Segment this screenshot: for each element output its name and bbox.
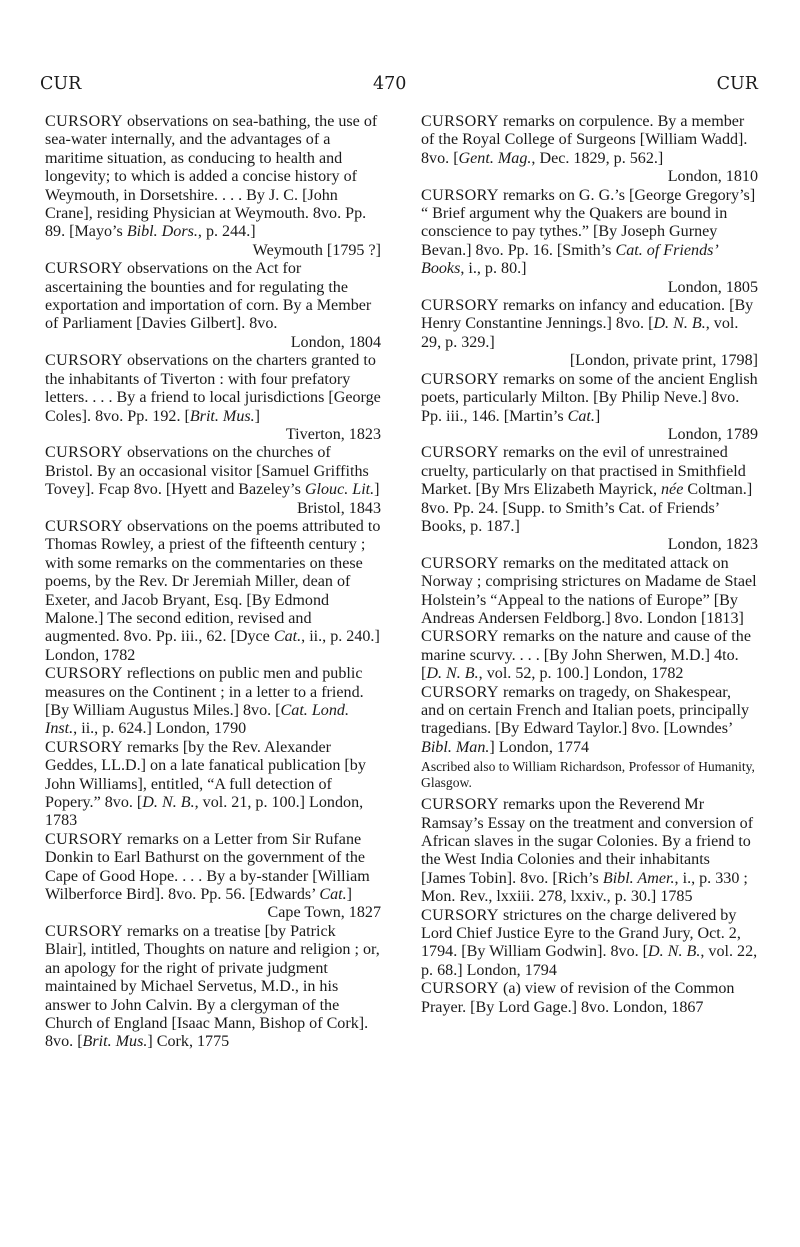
entry-imprint: London, 1789 — [667, 425, 758, 443]
entry-headword: CURSORY — [45, 260, 123, 278]
entry-imprint: London, 1810 — [667, 168, 758, 186]
entry-headword: CURSORY — [421, 980, 499, 998]
entry-reference: Cat. — [319, 886, 347, 904]
entry-text-tail: , p. 244.] — [197, 223, 256, 241]
entry-headword: CURSORY — [45, 517, 123, 535]
entry-imprint: Bristol, 1843 — [296, 499, 381, 517]
right-column — [421, 113, 758, 1017]
entry-text-tail: , vol. 52, p. 100.] London, 1782 — [478, 665, 684, 683]
entry-headword: CURSORY — [421, 186, 499, 204]
entry-headword: CURSORY — [45, 113, 123, 130]
entry-text: observations on sea-bathing, the use of sea-water internally, and the advantages of a maritime situation, as conducing to health and longevity; to which is added a concise history of Weymouth, in Dorsetshire. . . . By J. C. [John Crane], residing Physician at Weymouth. 8vo. Pp. 89. [Mayo’s — [45, 113, 378, 241]
entry-text: remarks on tragedy, on Shakespear, and on certain French and Italian poets, principally tragedians. [By Edward Taylor.] 8vo. [Lowndes’ — [421, 683, 750, 738]
entry-reference: Brit. Mus. — [82, 1033, 148, 1051]
catalog-entry — [421, 444, 758, 554]
entry-text-tail: ] — [346, 886, 353, 904]
entry-reference: Gent. Mag. — [458, 149, 532, 167]
entry-reference: née — [661, 481, 684, 499]
entry-imprint: [London, private print, 1798] — [569, 352, 758, 370]
entry-headword: CURSORY — [421, 683, 499, 701]
entry-headword: CURSORY — [421, 554, 499, 572]
entry-reference: D. N. B. — [648, 943, 701, 961]
entry-headword: CURSORY — [421, 444, 499, 462]
catalog-entry — [45, 518, 381, 665]
entry-text: remarks on the meditated attack on Norway ; comprising strictures on Madame de Stael Holstein’s “Appeal to the nations of Europe” [By Andreas Andersen Feldborg.] 8vo. London [1813] — [421, 554, 757, 627]
entry-headword: CURSORY — [421, 906, 499, 924]
catalog-entry — [421, 628, 758, 683]
catalog-entry — [45, 739, 381, 831]
catalog-entry — [45, 444, 381, 518]
entry-headword: CURSORY — [421, 297, 499, 315]
entry-headword: CURSORY — [45, 444, 123, 462]
entry-text-tail: , vol. 29, p. 329.] — [421, 315, 739, 351]
entry-imprint: Tiverton, 1823 — [285, 425, 381, 443]
entry-text: remarks on infancy and education. [By Henry Constantine Jennings.] 8vo. [ — [421, 297, 754, 333]
catalog-entry — [45, 831, 381, 923]
entry-text-tail: , vol. 22, p. 68.] London, 1794 — [421, 943, 758, 979]
entry-text: remarks on the nature and cause of the marine scurvy. . . . [By John Sherwen, M.D.] 4to. [ — [421, 628, 751, 683]
entry-text-tail: , ii., p. 240.] London, 1782 — [45, 628, 380, 664]
entry-headword: CURSORY — [45, 830, 123, 848]
entry-headword: CURSORY — [45, 738, 123, 756]
entry-headword: CURSORY — [421, 370, 499, 388]
entry-text: remarks on G. G.’s [George Gregory’s] “ Brief argument why the Quakers are bound in conscience to pay tythes.” [By Joseph Gurney Bevan.] 8vo. Pp. 16. [Smith’s — [421, 186, 756, 259]
entry-text-tail: , ii., p. 624.] London, 1790 — [73, 720, 247, 738]
entry-text-tail: , Dec. 1829, p. 562.] — [531, 149, 664, 167]
entry-headword: CURSORY — [421, 628, 499, 646]
entry-text: remarks on some of the ancient English poets, particularly Milton. [By Philip Neve.] 8vo. Pp. iii., 146. [Martin’s — [421, 370, 758, 425]
running-head-left: CUR — [40, 74, 82, 94]
entry-reference: Glouc. Lit. — [304, 481, 375, 499]
catalog-entry — [45, 352, 381, 444]
page-header — [40, 74, 758, 100]
catalog-entry — [421, 796, 758, 906]
running-head-right: CUR — [716, 74, 758, 94]
entry-imprint: London, 1805 — [667, 278, 758, 296]
entry-text-tail: , i., p. 80.] — [460, 260, 527, 278]
entry-reference: Cat. — [273, 628, 302, 646]
catalog-entry — [45, 923, 381, 1052]
entry-text: remarks on a Letter from Sir Rufane Donkin to Earl Bathurst on the government of the Cape of Good Hope. . . . By a by-stander [William Wilberforce Bird]. 8vo. Pp. 56. [Edwards’ — [45, 830, 370, 904]
catalog-entry — [421, 113, 758, 187]
catalog-entry — [421, 555, 758, 629]
entry-text-tail: ] Cork, 1775 — [147, 1033, 230, 1051]
entry-reference: Cat. of Friends’ Books — [421, 241, 717, 278]
entry-reference: D. N. B. — [653, 315, 706, 333]
catalog-entry — [421, 684, 758, 758]
entry-text-tail: ] — [594, 407, 601, 425]
catalog-entry — [421, 297, 758, 371]
entry-text: observations on the poems attributed to Thomas Rowley, a priest of the fifteenth century ; with some remarks on the commentaries on these poems, by the Rev. Dr Jeremiah Miller, dean of Exeter, and Jacob Bryant, Esq. [By Edmond Malone.] The second edition, revised and augmented. 8vo. Pp. iii., 62. [Dyce — [45, 517, 381, 646]
entry-text: reflections on public men and public measures on the Continent ; in a letter to a friend. [By William Augustus Miles.] 8vo. [ — [45, 665, 364, 719]
entry-text: remarks on the evil of unrestrained cruelty, particularly on that practised in Smithfield Market. [By Mrs Elizabeth Mayrick, — [421, 444, 746, 499]
entry-imprint: London, 1804 — [290, 333, 381, 351]
entry-headword: CURSORY — [45, 665, 123, 683]
entry-text: observations on the Act for ascertaining the bounties and for regulating the exportation and importation of corn. By a Member of Parliament [Davies Gilbert]. 8vo. — [45, 260, 372, 333]
entry-text: strictures on the charge delivered by Lord Chief Justice Eyre to the Grand Jury, Oct. 2, 1794. [By William Godwin]. 8vo. [ — [421, 906, 741, 961]
catalog-entry — [45, 665, 381, 739]
entry-reference: D. N. B. — [426, 665, 479, 683]
entry-note: Ascribed also to William Richardson, Professor of Humanity, Glasgow. — [421, 759, 755, 791]
catalog-entry — [45, 260, 381, 352]
entry-headword: CURSORY — [421, 113, 499, 130]
entry-headword: CURSORY — [45, 352, 123, 370]
entry-text-tail: ] London, 1774 — [489, 738, 590, 756]
entry-text: remarks on a treatise [by Patrick Blair], intitled, Thoughts on nature and religion ; or, an apology for the right of private judgment maintained by Michael Servetus, M.D., in his answer to John Calvin. By a clergyman of the Church of England [Isaac Mann, Bishop of Cork]. 8vo. [ — [45, 922, 380, 1051]
page-number: 470 — [373, 74, 407, 94]
entry-text: (a) view of revision of the Common Prayer. [By Lord Gage.] 8vo. London, 1867 — [421, 980, 735, 1016]
entry-text-tail: Coltman.] 8vo. Pp. 24. [Supp. to Smith’s Cat. of Friends’ Books, p. 187.] — [421, 481, 753, 535]
left-column — [45, 113, 381, 1052]
catalog-entry — [421, 371, 758, 445]
entry-text: remarks [by the Rev. Alexander Geddes, LL.D.] on a late fanatical publication [by John Williams], entitled, “A full detection of Popery.” 8vo. [ — [45, 738, 366, 812]
entry-imprint: Cape Town, 1827 — [267, 904, 381, 922]
entry-text-tail: ] — [374, 481, 380, 499]
entry-text: observations on the churches of Bristol. By an occasional visitor [Samuel Griffiths Tovey]. Fcap 8vo. [Hyett and Bazeley’s — [45, 444, 369, 499]
entry-reference: D. N. B. — [142, 794, 195, 812]
entry-reference: Bibl. Man. — [421, 738, 490, 756]
entry-headword: CURSORY — [421, 796, 499, 814]
entry-text-tail: ] — [254, 407, 261, 425]
entry-imprint: London, 1823 — [667, 536, 758, 554]
entry-headword: CURSORY — [45, 922, 123, 940]
catalog-entry — [45, 113, 381, 260]
entry-imprint: Weymouth [1795 ?] — [252, 241, 381, 259]
catalog-entry — [421, 187, 758, 297]
entry-reference: Cat. — [567, 407, 595, 425]
entry-text: remarks on corpulence. By a member of the Royal College of Surgeons [William Wadd]. 8vo. [ — [421, 113, 748, 167]
entry-text: observations on the charters granted to the inhabitants of Tiverton : with four prefatory letters. . . . By a friend to local jurisdictions [George Coles]. 8vo. Pp. 192. [ — [45, 352, 381, 425]
entry-reference: Bibl. Amer. — [602, 869, 675, 887]
catalog-entry — [421, 907, 758, 981]
catalog-entry — [421, 980, 758, 1017]
entry-reference: Brit. Mus. — [189, 407, 255, 425]
entry-text-tail: , vol. 21, p. 100.] London, 1783 — [45, 794, 364, 830]
entry-reference: Cat. Lond. Inst. — [45, 702, 349, 738]
entry-reference: Bibl. Dors. — [126, 223, 198, 241]
entry-text-tail: , i., p. 330 ; Mon. Rev., lxxiii. 278, lxxiv., p. 30.] 1785 — [421, 869, 748, 906]
entry-text: remarks upon the Reverend Mr Ramsay’s Essay on the treatment and conversion of African slaves in the sugar Colonies. By a friend to the West India Colonies and their inhabitants [James Tobin]. 8vo. [Rich’s — [421, 796, 754, 887]
